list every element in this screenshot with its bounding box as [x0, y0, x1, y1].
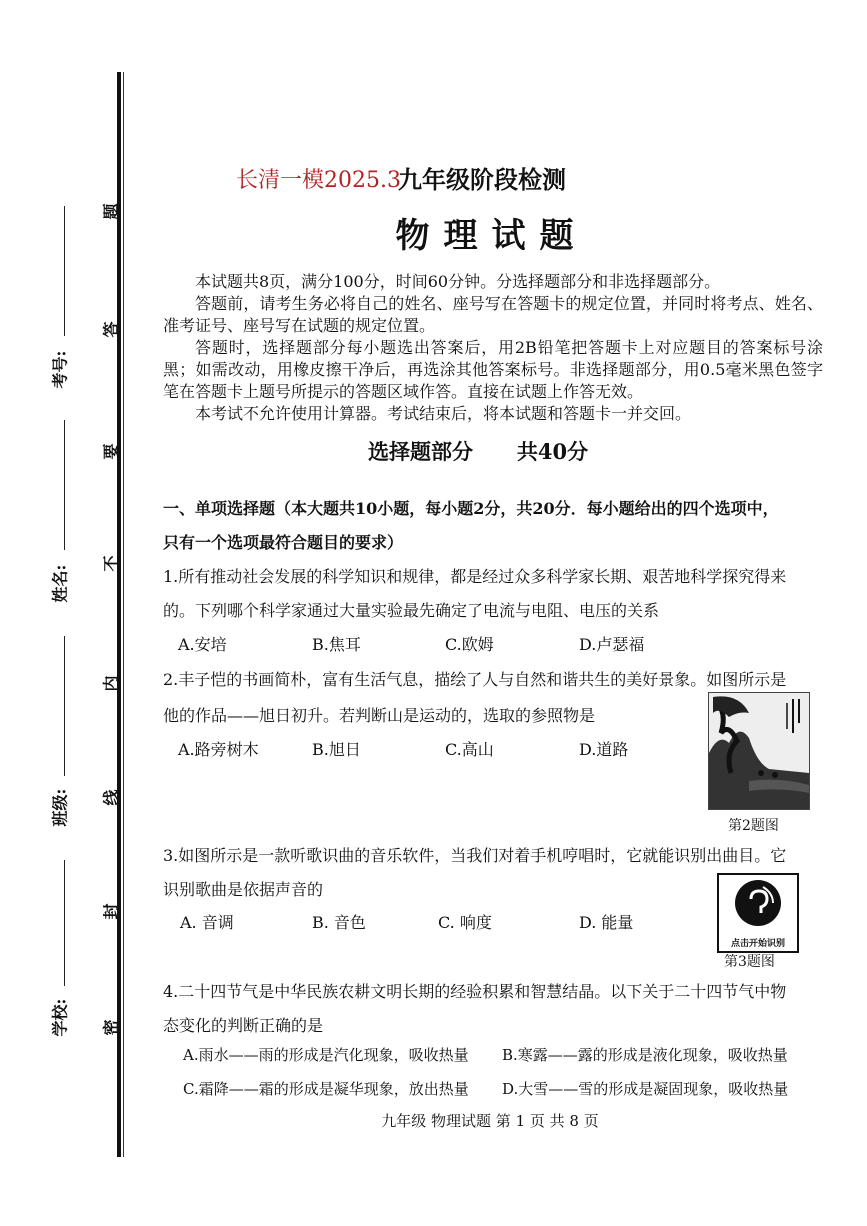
exam-number-label: 考号:: [50, 350, 70, 389]
seal-char: 题: [101, 203, 121, 220]
instruction-paragraph: 本试题共8页，满分100分，时间60分钟。分选择题部分和非选择题部分。: [195, 272, 721, 291]
question-3-option-d: D. 能量: [579, 913, 634, 932]
question-3-option-b: B. 音色: [312, 913, 366, 932]
question-2-option-a: A.路旁树木: [178, 740, 259, 759]
question-1-option-d: D.卢瑟福: [579, 635, 645, 654]
page-footer: 九年级 物理试题 第 1 页 共 8 页: [381, 1112, 599, 1130]
question-1-option-a: A.安培: [178, 635, 227, 654]
seal-char: 答: [101, 321, 121, 338]
recognize-button-label: 点击开始识别: [730, 939, 785, 949]
instruction-paragraph: 答题前，请考生务必将自己的姓名、座号写在答题卡的规定位置，并同时将考点、姓名、准考证号、座号写在试题的规定位置。: [163, 294, 823, 335]
question-4-option-d: D.大雪——雪的形成是凝固现象，吸收热量: [502, 1080, 789, 1098]
question-1-option-c: C.欧姆: [445, 635, 494, 654]
instruction-paragraph: 本考试不允许使用计算器。考试结束后，将本试题和答题卡一并交回。: [195, 404, 692, 423]
question-3-option-a: A. 音调: [180, 913, 234, 932]
question-1-stem: 1.所有推动社会发展的科学知识和规律，都是经过众多科学家长期、艰苦地科学探究得来: [163, 567, 787, 586]
school-label: 学校:: [50, 998, 70, 1037]
question-2-figure: [708, 692, 810, 810]
question-3-stem: 3.如图所示是一款听歌识曲的音乐软件，当我们对着手机哼唱时，它就能识别出曲目。它: [163, 846, 787, 865]
question-3-option-c: C. 响度: [438, 913, 492, 932]
question-2-option-d: D.道路: [579, 740, 629, 759]
music-app-icon: [719, 875, 797, 931]
question-2-figure-caption: 第2题图: [728, 818, 779, 834]
question-3-stem-cont: 识别歌曲是依据声音的: [163, 880, 324, 899]
question-2-stem: 2.丰子恺的书画简朴，富有生活气息，描绘了人与自然和谐共生的美好景象。如图所示是: [163, 670, 787, 689]
question-4-option-c: C.霜降——霜的形成是凝华现象，放出热量: [183, 1080, 469, 1098]
exam-name: 九年级阶段检测: [398, 165, 566, 194]
seal-char: 内: [101, 675, 121, 692]
question-4-stem: 4.二十四节气是中华民族农耕文明长期的经验积累和智慧结晶。以下关于二十四节气中物: [163, 982, 787, 1001]
question-3-figure: [717, 873, 799, 953]
class-label: 班级:: [50, 788, 70, 827]
section-heading: 选择题部分 共40分: [368, 439, 589, 464]
class-blank: [64, 636, 65, 776]
question-4-stem-cont: 态变化的判断正确的是: [163, 1016, 324, 1035]
question-2-stem-cont: 他的作品——旭日初升。若判断山是运动的，选取的参照物是: [163, 706, 596, 725]
page-title: 物理试题: [395, 216, 588, 256]
instruction-paragraph: 答题时，选择题部分每小题选出答案后，用2B铅笔把答题卡上对应题目的答案标号涂黑；如需改动，用橡皮擦干净后，再选涂其他答案标号。非选择题部分，用0.5毫米黑色签字笔在答题卡上题号所提示的答题区域作答。直接在试题上作答无效。: [163, 338, 823, 401]
seal-char: 不: [101, 555, 121, 572]
name-blank: [64, 420, 65, 550]
part-heading-cont: 只有一个选项最符合题目的要求）: [163, 533, 404, 552]
question-1-stem-cont: 的。下列哪个科学家通过大量实验最先确定了电流与电阻、电压的关系: [163, 601, 660, 620]
seal-char: 要: [101, 443, 121, 460]
question-2-option-c: C.高山: [445, 740, 494, 759]
name-label: 姓名:: [50, 564, 70, 603]
question-4-option-a: A.雨水——雨的形成是汽化现象，吸收热量: [183, 1046, 469, 1064]
part-heading: 一、单项选择题（本大题共10小题，每小题2分，共20分．每小题给出的四个选项中，: [163, 499, 779, 518]
question-2-option-b: B.旭日: [312, 740, 361, 759]
question-1-option-b: B.焦耳: [312, 635, 361, 654]
question-4-option-b: B.寒露——露的形成是液化现象，吸收热量: [502, 1046, 788, 1064]
seal-char: 线: [101, 789, 121, 806]
question-3-figure-caption: 第3题图: [724, 954, 775, 970]
seal-char: 封: [101, 903, 121, 920]
school-blank: [64, 860, 65, 986]
exam-source-label: 长清一模2025.3: [236, 168, 401, 193]
painting-image: [709, 693, 809, 809]
seal-char: 密: [101, 1019, 121, 1036]
